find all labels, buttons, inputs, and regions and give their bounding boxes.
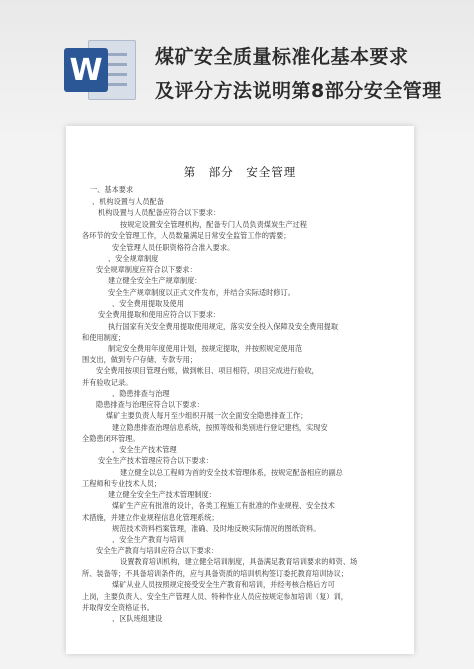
document-title-line-1: 煤矿安全质量标准化基本要求 (155, 46, 409, 68)
document-line: 、隐患排查与治理 (112, 389, 170, 398)
document-line: 并有验收记录。 (82, 378, 133, 387)
document-line: 规范技术资料档案管理，准确、及时地反映实际情况的图纸资料。 (112, 524, 321, 533)
document-line: 建立隐患排查治理信息系统，按照等级和类别进行登记建档，实现安 (112, 423, 328, 432)
document-line: 、安全生产教育与培训 (112, 535, 184, 544)
document-page-preview (66, 126, 414, 654)
document-line: 建立健全以总工程师为首的安全技术管理体系，按规定配备相应的副总 (120, 468, 343, 477)
document-line: 隐患排查与治理应符合以下要求： (96, 400, 204, 409)
document-line: 、安全规章制度 (108, 254, 159, 263)
document-line: 安全生产教育与培训应符合以下要求： (96, 546, 219, 555)
document-line: 安全规章制度应符合以下要求： (96, 265, 197, 274)
word-letter-badge: W (64, 48, 108, 92)
document-line: 安全费用提取和使用应符合以下要求： (98, 310, 221, 319)
document-line: 煤矿主要负责人每月至少组织开展一次全面安全隐患排查工作； (106, 411, 308, 420)
document-line: 并取得安全资格证书。 (82, 603, 154, 612)
document-line: 煤矿生产应有批准的设计，各类工程施工有批准的作业规程、安全技术 (112, 501, 335, 510)
document-line: 工程师和专业技术人员； (82, 479, 162, 488)
document-line: 、区队班组建设 (112, 614, 163, 623)
document-line: 安全管理人员任职资格符合准入要求。 (112, 243, 235, 252)
document-line: 安全生产技术管理应符合以下要求： (98, 456, 214, 465)
document-line: 围支出，做到专户存储、专款专用； (82, 355, 198, 364)
document-header (0, 0, 474, 130)
document-line: 所、装备等；不具备培训条件的，应与具备资质的培训机构签订委托教育培训协议； (82, 569, 348, 578)
document-line: 安全费用按项目管理台账，做到帐目、项目相符，项目完成进行验收， (96, 366, 319, 375)
document-line: 、机构设置与人员配备 (92, 197, 164, 206)
section-heading: 第 部分 安全管理 (183, 165, 297, 179)
document-line: 建立健全安全生产技术管理制度： (108, 490, 216, 499)
document-line: 安全生产规章制度以正式文件发布，并结合实际适时修订。 (108, 288, 295, 297)
document-line: 建立健全安全生产规章制度： (108, 276, 202, 285)
word-doc-icon (64, 38, 136, 100)
document-line: 煤矿从业人员按照规定接受安全生产教育和培训，并经考核合格后方可 (112, 580, 335, 589)
document-line: 、安全生产技术管理 (112, 445, 177, 454)
document-line: 执行国家有关安全费用提取使用规定，落实安全投入保障及安全费用提取 (108, 322, 339, 331)
document-line: 上岗，主要负责人、安全生产管理人员、特种作业人员应按规定参加培训（复）训， (82, 592, 348, 601)
document-line: 制定安全费用年度使用计划，按规定提取，并按照规定使用范 (108, 344, 303, 353)
document-line: 按规定设置安全管理机构，配备专门人员负责煤炭生产过程 (120, 220, 307, 229)
document-line: 机构设置与人员配备应符合以下要求： (98, 208, 221, 217)
document-line: 和使用制度； (82, 333, 126, 342)
document-line: 一、基本要求 (90, 185, 134, 194)
document-line: 设置教育培训机构，建立健全培训制度，具备满足教育培训要求的师资、场 (120, 557, 358, 566)
document-line: 、安全费用提取及使用 (112, 299, 184, 308)
document-line: 全隐患闭环管理。 (82, 434, 140, 443)
document-line: 各环节的安全管理工作，人员数量满足日常安全监管工作的需要； (82, 231, 291, 240)
document-title-line-2: 及评分方法说明第8部分安全管理 (155, 80, 442, 102)
document-line: 术措施，并建立作业规程信息化管理系统； (82, 513, 219, 522)
